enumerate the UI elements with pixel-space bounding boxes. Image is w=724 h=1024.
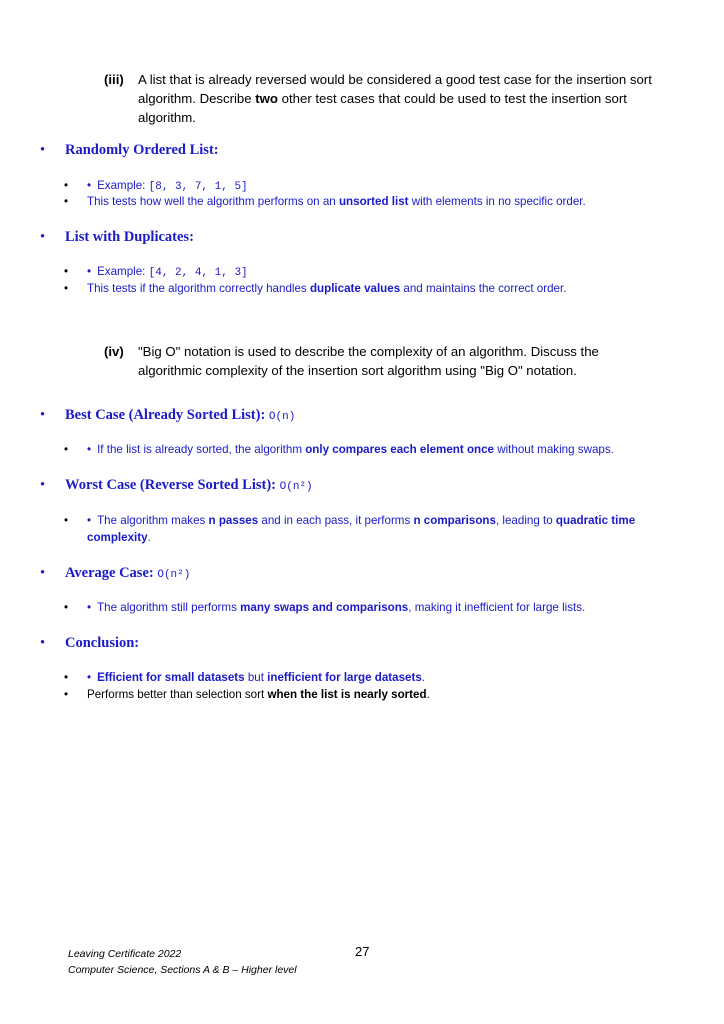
question-text: "Big O" notation is used to describe the complexity of an algorithm. Discuss the algorithmic complexity of the insertion sort algorithm using "Big O" notation. — [138, 344, 599, 378]
bullet-icon: • — [87, 671, 92, 684]
bullet-icon: • — [87, 601, 92, 614]
question-iii — [104, 70, 664, 127]
list-item: • • Example: [4, 2, 4, 1, 3] — [64, 265, 248, 279]
bullet-icon: • — [40, 635, 46, 651]
page-footer — [68, 946, 297, 978]
bullet-icon: • — [64, 195, 69, 208]
bullet-icon: • — [64, 601, 69, 614]
section-heading-worst-case: • Worst Case (Reverse Sorted List): O(n²) — [40, 477, 313, 493]
list-item: • • If the list is already sorted, the algorithm only compares each element once without making swaps. — [64, 443, 614, 456]
bullet-icon: • — [64, 179, 69, 192]
question-iv — [104, 342, 664, 380]
section-heading-best-case: • Best Case (Already Sorted List): O(n) — [40, 407, 296, 423]
list-item: • • Efficient for small datasets but inefficient for large datasets. — [64, 671, 426, 684]
list-item: • This tests how well the algorithm performs on an unsorted list with elements in no specific order. — [64, 195, 586, 208]
footer-paper-title: Computer Science, Sections A & B – Higher level — [68, 964, 297, 976]
bullet-icon: • — [40, 407, 46, 423]
section-heading-random: • Randomly Ordered List: — [40, 142, 219, 158]
section-heading-average-case: • Average Case: O(n²) — [40, 565, 191, 581]
question-text: A list that is already reversed would be considered a good test case for the insertion sort algorithm. Describe two other test cases that could be used to test the insertion sort algorithm. — [138, 72, 652, 125]
page-number: 27 — [355, 944, 370, 959]
list-item: • • The algorithm makes n passes and in each pass, it performs n comparisons, leading to quadratic time complexity. — [64, 514, 636, 544]
list-item: • • The algorithm still performs many swaps and comparisons, making it inefficient for large lists. — [64, 601, 586, 614]
list-item: • Performs better than selection sort when the list is nearly sorted. — [64, 688, 430, 701]
bullet-icon: • — [64, 688, 69, 701]
list-item: • • Example: [8, 3, 7, 1, 5] — [64, 179, 248, 193]
bullet-icon: • — [87, 443, 92, 456]
bullet-icon: • — [64, 282, 69, 295]
list-item: • This tests if the algorithm correctly handles duplicate values and maintains the correct order. — [64, 282, 567, 295]
bullet-icon: • — [64, 514, 69, 527]
question-number: (iv) — [104, 344, 124, 359]
bullet-icon: • — [64, 671, 69, 684]
footer-exam-title: Leaving Certificate 2022 — [68, 948, 182, 960]
section-heading-duplicates: • List with Duplicates: — [40, 229, 194, 245]
bullet-icon: • — [64, 443, 69, 456]
bullet-icon: • — [40, 565, 46, 581]
bullet-icon: • — [40, 477, 46, 493]
bullet-icon: • — [40, 229, 46, 245]
bullet-icon: • — [87, 265, 92, 278]
question-number: (iii) — [104, 72, 124, 87]
bullet-icon: • — [40, 142, 46, 158]
bullet-icon: • — [64, 265, 69, 278]
bullet-icon: • — [87, 514, 92, 527]
bullet-icon: • — [87, 179, 92, 192]
section-heading-conclusion: • Conclusion: — [40, 635, 140, 651]
